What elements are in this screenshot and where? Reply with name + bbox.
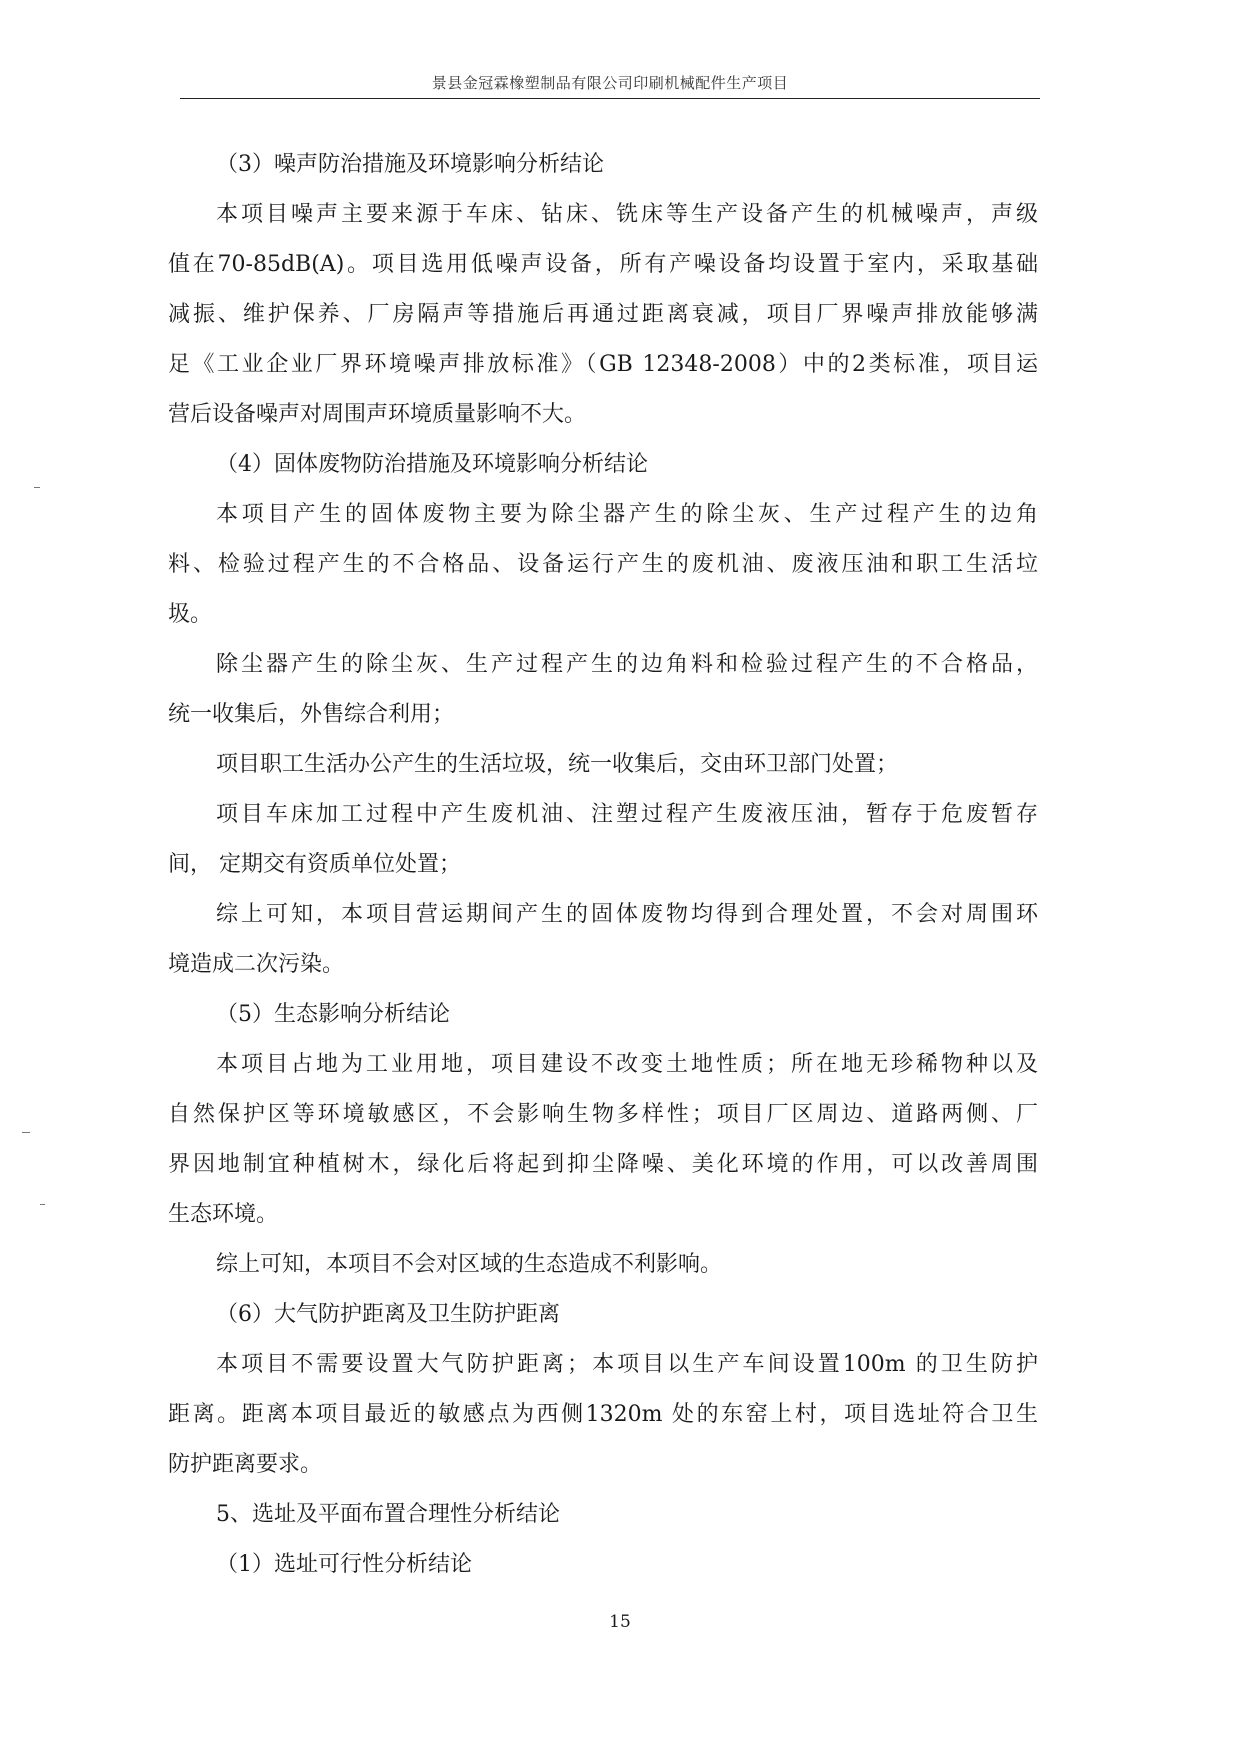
section-line: （6）大气防护距离及卫生防护距离 <box>216 1302 560 1327</box>
paragraph-line: 间， 定期交有资质单位处置； <box>168 852 461 877</box>
paragraph-line: 境造成二次污染。 <box>168 952 345 977</box>
section-line: 5、选址及平面布置合理性分析结论 <box>216 1502 560 1527</box>
document-body <box>168 140 1038 1590</box>
section-line: （1）选址可行性分析结论 <box>216 1552 472 1577</box>
paragraph-line: 减振、维护保养、厂房隔声等措施后再通过距离衰减，项目厂界噪声排放能够满 <box>168 302 1038 327</box>
paragraph-line: 料、检验过程产生的不合格品、设备运行产生的废机油、废液压油和职工生活垃 <box>168 552 1038 577</box>
section-line: 综上可知，本项目不会对区域的生态造成不利影响。 <box>216 1252 723 1277</box>
paragraph-line: 值在70-85dB(A)。项目选用低噪声设备，所有产噪设备均设置于室内，采取基础 <box>168 252 1038 277</box>
paragraph-line: 综上可知，本项目营运期间产生的固体废物均得到合理处置，不会对周围环 <box>216 902 1038 927</box>
paragraph-line: 本项目占地为工业用地，项目建设不改变土地性质；所在地无珍稀物种以及 <box>216 1052 1038 1077</box>
paragraph-line: 生态环境。 <box>168 1202 279 1227</box>
section-line: （4）固体废物防治措施及环境影响分析结论 <box>216 452 648 477</box>
paragraph-line: 本项目产生的固体废物主要为除尘器产生的除尘灰、生产过程产生的边角 <box>216 502 1038 527</box>
paragraph-line: 距离。距离本项目最近的敏感点为西侧1320m 处的东窑上村，项目选址符合卫生 <box>168 1402 1038 1427</box>
paragraph-line: 防护距离要求。 <box>168 1452 323 1477</box>
section-line: 项目职工生活办公产生的生活垃圾，统一收集后，交由环卫部门处置； <box>216 752 899 777</box>
page-number: 15 <box>609 1612 631 1632</box>
header-rule <box>180 98 1040 99</box>
paragraph-line: 本项目不需要设置大气防护距离；本项目以生产车间设置100m 的卫生防护 <box>216 1352 1038 1377</box>
scan-speck <box>34 487 40 488</box>
paragraph-line: 统一收集后，外售综合利用； <box>168 702 455 727</box>
paragraph-line: 项目车床加工过程中产生废机油、注塑过程产生废液压油，暂存于危废暂存 <box>216 802 1038 827</box>
section-line: （5）生态影响分析结论 <box>216 1002 450 1027</box>
paragraph-line: 足《工业企业厂界环境噪声排放标准》（GB 12348-2008）中的2类标准，项目运 <box>168 352 1038 377</box>
section-line: （3）噪声防治措施及环境影响分析结论 <box>216 152 604 177</box>
paragraph-line: 除尘器产生的除尘灰、生产过程产生的边角料和检验过程产生的不合格品， <box>216 652 1038 677</box>
scan-speck <box>40 1204 45 1205</box>
paragraph-line: 营后设备噪声对周围声环境质量影响不大。 <box>168 402 587 427</box>
paragraph-line: 自然保护区等环境敏感区，不会影响生物多样性；项目厂区周边、道路两侧、厂 <box>168 1102 1038 1127</box>
paragraph-line: 界因地制宜种植树木，绿化后将起到抑尘降噪、美化环境的作用，可以改善周围 <box>168 1152 1038 1177</box>
paragraph-line: 圾。 <box>168 602 213 627</box>
running-header: 景县金冠霖橡塑制品有限公司印刷机械配件生产项目 <box>431 74 789 92</box>
paragraph-line: 本项目噪声主要来源于车床、钻床、铣床等生产设备产生的机械噪声，声级 <box>216 202 1038 227</box>
scan-speck <box>22 1132 30 1133</box>
